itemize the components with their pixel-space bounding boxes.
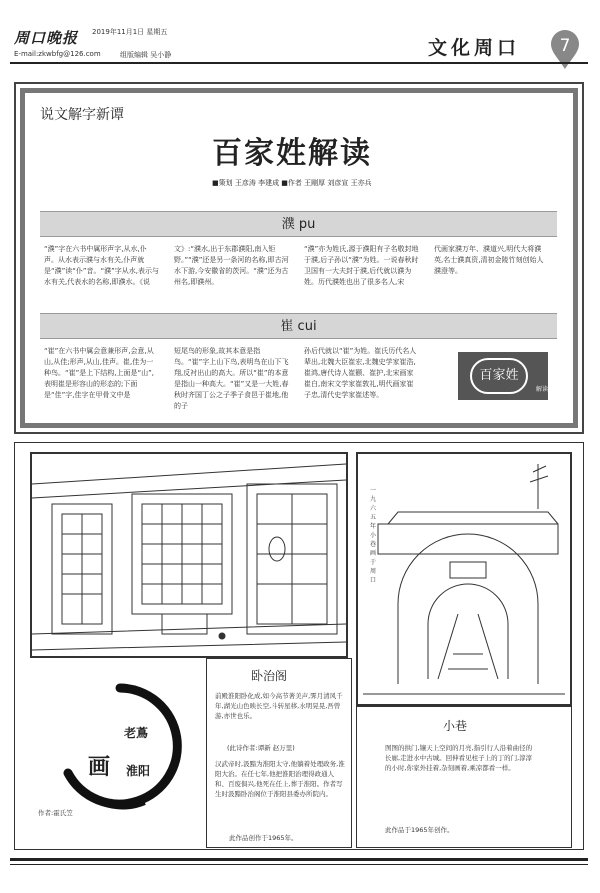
alley-drawing xyxy=(356,452,572,706)
seal-title-top: 老蔦 xyxy=(124,726,149,740)
masthead: 周口晚报 xyxy=(14,29,79,47)
section-heading-cui: 崔 cui xyxy=(40,313,557,339)
column-logo-text: 百家姓 xyxy=(470,358,528,394)
column-logo-tag: 解读 xyxy=(536,386,549,393)
pavilion-drawing xyxy=(30,452,348,658)
wozhige-title: 卧治阁 xyxy=(251,669,288,683)
section-cui-column: “崔”在六书中属会意兼形声,会意,从山,从佳;形声,从山,佳声。崔,佳为一种鸟。“崔”是上下结构,上面是“山”,表明崔是形容山的形态的;下面是“佳”字,佳字在甲骨文中是 xyxy=(44,347,154,399)
seal-author: 作者:霍氏笠 xyxy=(38,809,73,817)
wozhige-panel xyxy=(206,658,352,848)
section-pu-column: 代画家濮万年、濮道兴,明代大将濮英,名士濮真资,清初金陵竹刻创始人濮澄等。 xyxy=(434,245,544,275)
xiaoxiang-poem: 图图的拱门,镶天上空间的月亮,指引行人沿着曲径的长廊,走进水中古城。回伸看见柱子上的丁的门,淳淳的小时,你家外挂着,杂刻画着,乘凉都看一样。 xyxy=(385,744,533,772)
section-cui-column: 短尾鸟的形象,故其本意是指鸟。“崔”字上山下鸟,表明鸟在山下飞翔,反衬出山的高大。所以“崔”的本意是指山一种高大。“崔”又是一大姓,春秋时齐国丁公之子季子食邑于崔地,他的子 xyxy=(174,347,289,410)
email: E-mail:zkwbfg@126.com xyxy=(14,50,101,58)
drawing-inscription: 一九六五年 小巷 画于周口 xyxy=(370,487,377,584)
section-pu-column: “濮”亦为姓氏,源于濮阳有子名敬封地于濮,后子孙以“濮”为姓。一说春秋时卫国有一大夫封于濮,后代就以濮为姓。历代濮姓也出了很多名人,宋 xyxy=(304,245,419,286)
seal-title-main: 画 xyxy=(88,754,111,780)
xiaoxiang-note: 此作品于1965年创作。 xyxy=(385,826,454,834)
ink-circle-icon xyxy=(50,678,190,818)
wozhige-poem: 前殿淮阳卧化成,如今高节著美声,霁月清风千年,湖光山色映长空,斗转星移,水明晃晃,吾曾游,亦世也乐。 xyxy=(215,692,343,720)
page-number: 7 xyxy=(559,36,571,56)
section-cui-column: 孙后代就以“崔”为姓。崔氏历代名人辈出,北魏大臣崔宏,北魏史学家崔浩,崔鸿,唐代诗人崔颢、崔护,北宋画家崔白,南宋文学家崔敦礼,明代画家崔子忠,清代史学家崔述等。 xyxy=(304,347,417,399)
section-pu-column: 文》:“濮水,出于东郡濮阳,南入钜野。”“濮”还是另一条河的名称,即古河水下游,今安徽省的茨河。“濮”还为古州名,即濮州。 xyxy=(174,245,289,286)
artist-seal-panel xyxy=(30,658,206,848)
article-title: 百家姓解读 xyxy=(212,136,372,171)
footer-rule xyxy=(10,858,588,861)
section-heading-pu: 濮 pu xyxy=(40,211,557,237)
editor-credit: 组版编辑 吴小静 xyxy=(120,51,172,59)
section-pu-column: “濮”字在六书中属形声字,从水,仆声。从水表示濮与水有关,仆声就是“濮”读“仆”音。“濮”字从水,表示与水有关,代表水的名称,即濮水。《说 xyxy=(44,245,159,286)
wozhige-poem-credit: (此诗作者:谭新 赵万里) xyxy=(227,744,295,752)
xiaoxiang-title: 小巷 xyxy=(443,719,468,733)
article-byline: ■策划 王彦涛 李建成 ■作者 王剛厚 刘彦宣 王亦兵 xyxy=(212,179,372,187)
header-rule xyxy=(10,62,588,64)
wozhige-note: 此作品创作于1965年。 xyxy=(229,834,298,842)
issue-date: 2019年11月1日 星期五 xyxy=(92,28,168,36)
xiaoxiang-panel xyxy=(356,706,572,848)
column-name: 说文解字新谭 xyxy=(40,107,124,123)
wozhige-body: 汉武帝时,汲黯为淮阳太守,他躺着处理政务,淮阳大治。在任七年,他把淮阳治理得政通人和、百废俱兴,他死在任上,葬于淮阳。作者写生时汲黯卧治阁位于淮阳县委办所院内。 xyxy=(215,760,345,798)
footer-rule-thin xyxy=(10,864,588,865)
section-title: 文化周口 xyxy=(428,37,521,59)
seal-title-side: 淮阳 xyxy=(126,764,151,778)
